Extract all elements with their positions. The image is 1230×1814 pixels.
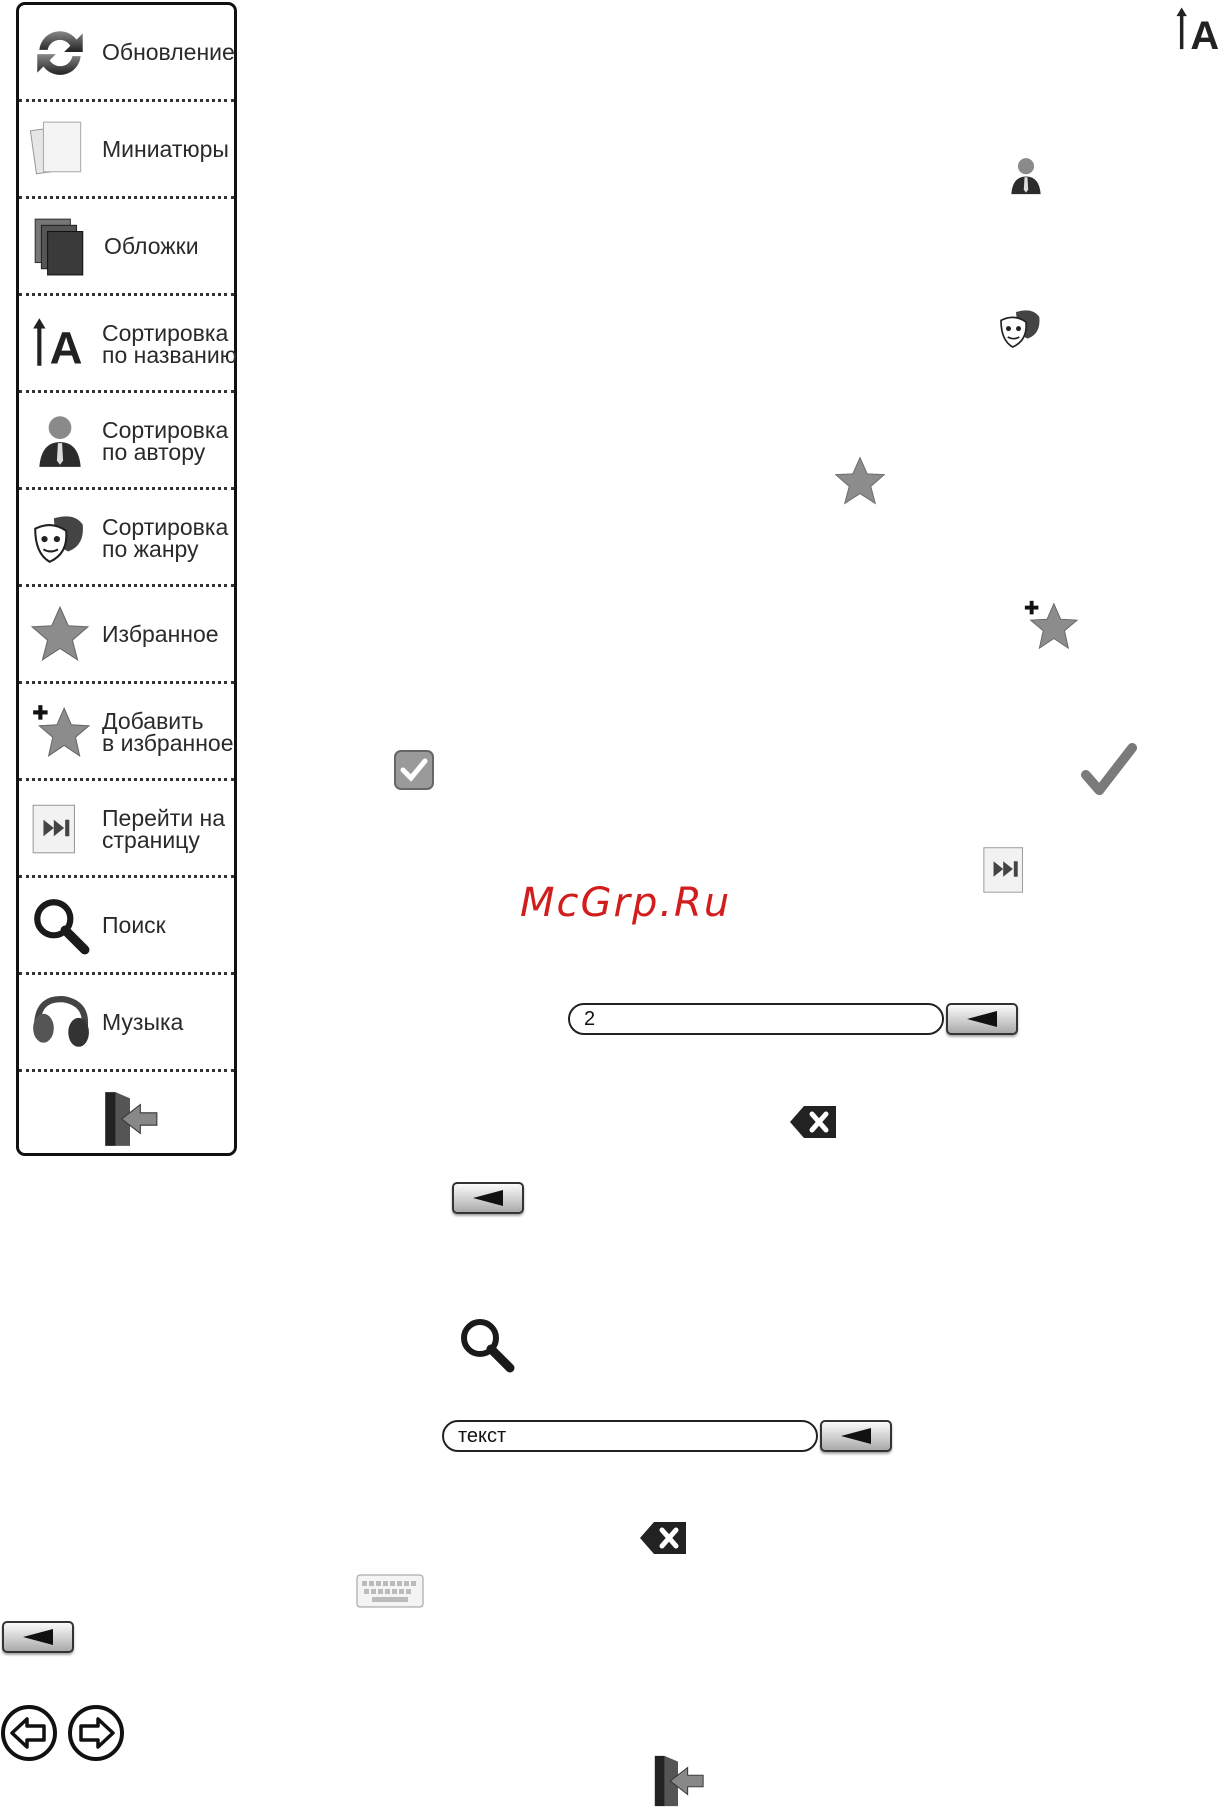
menu-label: Поиск [102,912,166,938]
menu-item-goto-page[interactable] [19,781,234,878]
menu-label: Сортировка по жанру [102,514,229,562]
menu-item-add-favorite[interactable] [19,684,234,781]
svg-text:A: A [49,322,83,374]
exit-icon[interactable] [648,1752,708,1810]
menu-item-refresh[interactable] [19,5,234,102]
left-arrow-icon [21,1628,55,1646]
star-plus-icon [1020,596,1080,654]
sort-alpha-icon [29,312,91,374]
magnifier-icon [29,894,91,956]
checkbox-checked-icon[interactable] [392,748,436,792]
search-back-button[interactable] [2,1621,74,1653]
menu-label: Обложки [104,233,199,259]
star-plus-icon [29,700,91,762]
menu-item-exit[interactable] [19,1072,234,1152]
menu-label: Миниатюры [102,136,229,162]
page-number-input[interactable] [568,1003,944,1035]
magnifier-icon [456,1314,516,1374]
menu-item-sort-genre[interactable] [19,490,234,587]
author-icon [29,409,91,471]
covers-icon [29,215,91,277]
menu-item-sort-author[interactable] [19,393,234,490]
menu-item-thumbnails[interactable] [19,102,234,199]
genre-masks-icon [29,506,91,568]
back-arrow-button[interactable] [452,1182,524,1214]
star-icon [29,603,91,665]
left-arrow-icon [965,1010,999,1028]
menu-item-covers[interactable] [19,199,234,296]
menu-label: Сортировка по автору [102,417,229,465]
svg-text:A: A [1190,14,1220,56]
menu-item-favorites[interactable] [19,587,234,684]
sort-alpha-icon [1172,4,1226,56]
goto-page-icon [980,840,1038,898]
watermark: McGrp.Ru [520,880,732,926]
keyboard-icon[interactable] [356,1574,424,1608]
genre-masks-icon [996,300,1046,354]
thumbnails-icon [29,118,91,180]
search-confirm-button[interactable] [820,1420,892,1452]
menu-label: Избранное [102,621,219,647]
side-menu [16,2,237,1156]
checkmark-icon[interactable] [1080,742,1138,800]
menu-item-sort-title[interactable] [19,296,237,393]
backspace-icon[interactable] [638,1520,688,1556]
headphones-icon [29,991,91,1053]
prev-arrow-icon[interactable] [0,1704,58,1762]
menu-label: Добавить в избранное [102,708,234,756]
backspace-icon[interactable] [788,1104,838,1140]
left-arrow-icon [839,1427,873,1445]
next-arrow-icon[interactable] [67,1704,125,1762]
author-icon [1004,148,1048,202]
menu-label: Музыка [102,1009,184,1035]
search-text-input[interactable] [442,1420,818,1452]
confirm-arrow-button[interactable] [946,1003,1018,1035]
star-icon [832,454,888,508]
menu-item-music[interactable] [19,975,234,1072]
left-arrow-icon [471,1189,505,1207]
goto-page-icon [29,797,91,859]
exit-icon [99,1088,161,1150]
menu-item-search[interactable] [19,878,234,975]
menu-label: Сортировка по названию [102,320,237,368]
menu-label: Перейти на страницу [102,805,226,853]
refresh-icon [29,21,91,83]
menu-label: Обновление [102,39,235,65]
